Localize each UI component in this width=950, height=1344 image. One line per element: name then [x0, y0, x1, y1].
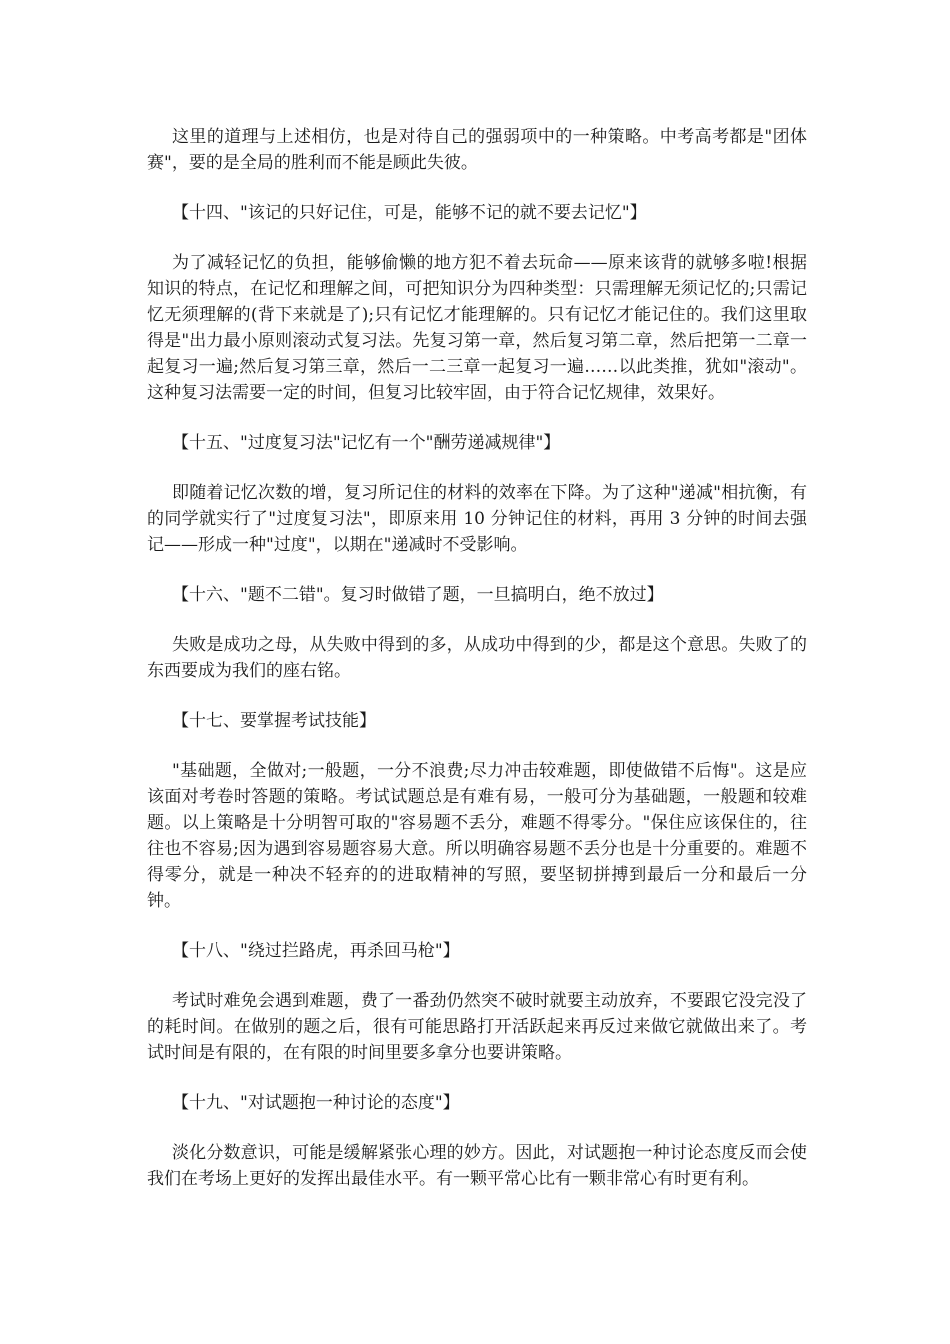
section-heading: 【十五、"过度复习法"记忆有一个"酬劳递减规律"】: [172, 433, 561, 453]
paragraph: 为了减轻记忆的负担，能够偷懒的地方犯不着去玩命——原来该背的就够多啦!根据知识的特点，在记忆和理解之间，可把知识分为四种类型：只需理解无须记忆的;只需记忆无须理解的(背下来就是了);只有记忆才能理解的。只有记忆才能记住的。我们这里取得是"出力最小原则滚动式复习法。先复习第一章，然后复习第二章，然后把第一二章一起复习一遍;然后复习第三章，然后一二三章一起复习一遍……以此类推，犹如"滚动"。这种复习法需要一定的时间，但复习比较牢固，由于符合记忆规律，效果好。: [147, 253, 807, 403]
section-heading: 【十七、要掌握考试技能】: [172, 711, 376, 731]
paragraph: 失败是成功之母，从失败中得到的多，从成功中得到的少，都是这个意思。失败了的东西要成为我们的座右铭。: [147, 635, 807, 681]
section-heading: 【十四、"该记的只好记住，可是，能够不记的就不要去记忆"】: [172, 203, 647, 223]
document-page: [147, 124, 807, 1192]
paragraph: 即随着记忆次数的增，复习所记住的材料的效率在下降。为了这种"递减"相抗衡，有的同学就实行了"过度复习法"，即原来用 10 分钟记住的材料，再用 3 分钟的时间去强记——形成一种"过度"，以期在"递减时不受影响。: [147, 483, 807, 555]
paragraph: "基础题，全做对;一般题，一分不浪费;尽力冲击较难题，即使做错不后悔"。这是应该面对考卷时答题的策略。考试试题总是有难有易，一般可分为基础题，一般题和较难题。以上策略是十分明智可取的"容易题不丢分，难题不得零分。"保住应该保住的，往往也不容易;因为遇到容易题容易大意。所以明确容易题不丢分也是十分重要的。难题不得零分，就是一种决不轻弃的的进取精神的写照，要坚韧拼搏到最后一分和最后一分钟。: [147, 761, 807, 911]
paragraph: 考试时难免会遇到难题，费了一番劲仍然突不破时就要主动放弃，不要跟它没完没了的耗时间。在做别的题之后，很有可能思路打开活跃起来再反过来做它就做出来了。考试时间是有限的，在有限的时间里要多拿分也要讲策略。: [147, 991, 807, 1063]
paragraph: 淡化分数意识，可能是缓解紧张心理的妙方。因此，对试题抱一种讨论态度反而会使我们在考场上更好的发挥出最佳水平。有一颗平常心比有一颗非常心有时更有利。: [147, 1143, 807, 1189]
section-heading: 【十八、"绕过拦路虎，再杀回马枪"】: [172, 941, 460, 961]
section-heading: 【十九、"对试题抱一种讨论的态度"】: [172, 1093, 460, 1113]
paragraph: 这里的道理与上述相仿，也是对待自己的强弱项中的一种策略。中考高考都是"团体赛"，要的是全局的胜利而不能是顾此失彼。: [147, 127, 807, 173]
section-heading: 【十六、"题不二错"。复习时做错了题，一旦搞明白，绝不放过】: [172, 585, 664, 605]
